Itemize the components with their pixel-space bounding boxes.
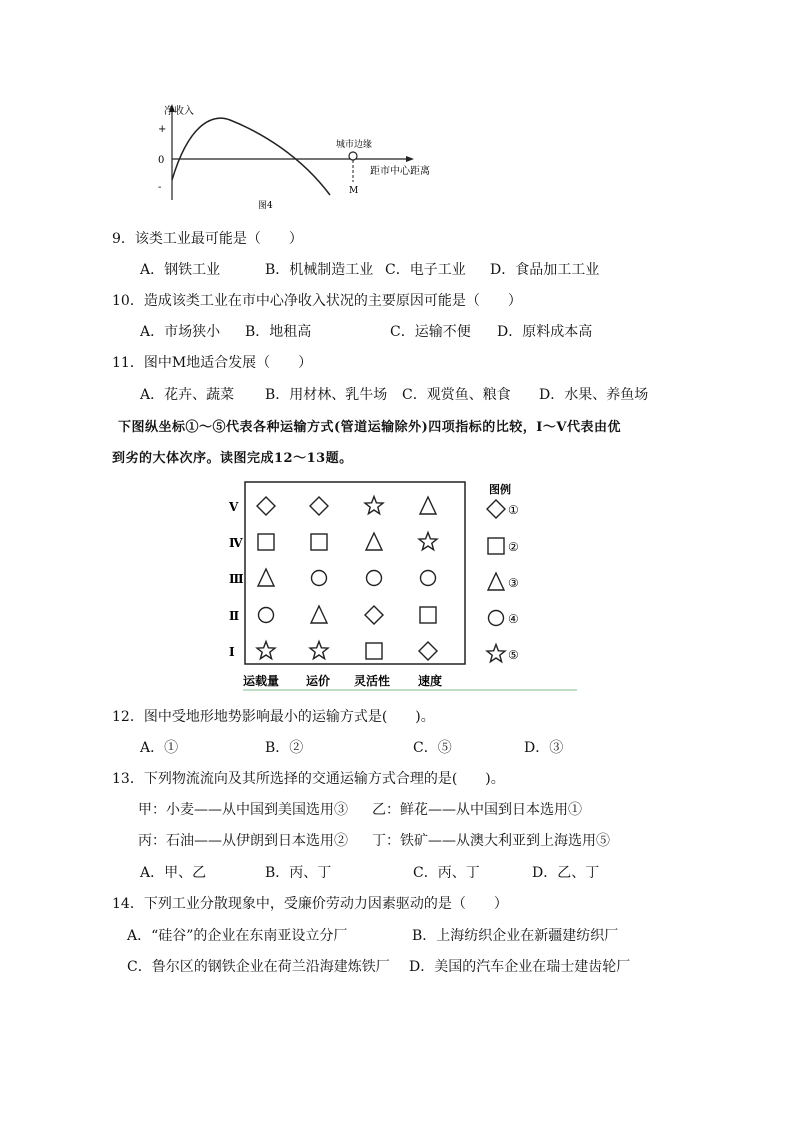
grid-cell-triangle-r2-c3	[366, 533, 382, 550]
legend-circle-icon	[489, 611, 504, 626]
transport-comparison-chart	[215, 476, 585, 694]
grid-cell-square-r5-c3	[366, 643, 382, 659]
q10-stem: 10．造成该类工业在市中心净收入状况的主要原因可能是（ ）	[112, 293, 522, 309]
q11-option-a[interactable]: A．花卉、蔬菜	[140, 387, 235, 403]
legend-title: 图例	[489, 483, 511, 496]
figure-caption: 图4	[258, 201, 273, 211]
grid-cell-square-r2-c2	[311, 534, 327, 550]
q14-option-a[interactable]: A．“硅谷”的企业在东南亚设立分厂	[127, 928, 348, 944]
row-label: Ⅲ	[229, 572, 244, 586]
legend-diamond-icon	[487, 500, 505, 518]
row-label: I	[229, 645, 235, 659]
grid-cell-square-r2-c1	[258, 534, 274, 550]
q13-item-jia: 甲：小麦——从中国到美国选用③	[138, 802, 348, 818]
column-label: 运载量	[243, 674, 280, 688]
legend-label: ②	[508, 540, 519, 554]
legend-triangle-icon	[488, 573, 504, 590]
q11-option-b[interactable]: B．用材林、乳牛场	[265, 387, 388, 403]
column-label: 运价	[306, 674, 331, 688]
row-label: V	[229, 500, 239, 514]
q13-item-bing: 丙：石油——从伊朗到日本选用②	[138, 833, 348, 849]
net-income-curve	[172, 118, 330, 195]
q13-stem: 13．下列物流流向及其所选择的交通运输方式合理的是( )。	[112, 771, 505, 787]
y-plus-label: +	[158, 124, 167, 135]
grid-cell-circle-r3-c4	[421, 571, 436, 586]
grid-cell-triangle-r4-c2	[311, 606, 327, 623]
row-label: Ⅱ	[229, 609, 240, 623]
column-label: 灵活性	[354, 674, 391, 688]
q13-option-d[interactable]: D．乙、丁	[532, 865, 600, 881]
q14-stem: 14．下列工业分散现象中，受廉价劳动力因素驱动的是（ ）	[112, 896, 508, 912]
grid-cell-square-r4-c4	[420, 607, 436, 623]
grid-cell-circle-r3-c3	[367, 571, 382, 586]
figure-4-net-income-chart	[150, 100, 490, 215]
q10-option-b[interactable]: B．地租高	[245, 324, 312, 340]
x-axis-arrow	[406, 156, 414, 162]
q13-option-b[interactable]: B．丙、丁	[265, 865, 332, 881]
city-edge-marker	[349, 152, 357, 160]
y-axis-label: 净收入	[164, 106, 194, 117]
m-label: M	[349, 186, 359, 196]
y-zero-label: 0	[158, 155, 165, 166]
grid-cell-star-r1-c3	[365, 497, 383, 514]
q9-stem: 9．该类工业最可能是（ ）	[112, 231, 303, 247]
q10-option-d[interactable]: D．原料成本高	[497, 324, 593, 340]
q14-option-c[interactable]: C．鲁尔区的钢铁企业在荷兰沿海建炼铁厂	[127, 959, 390, 975]
q10-option-c[interactable]: C．运输不便	[390, 324, 471, 340]
q13-item-yi: 乙：鲜花——从中国到日本选用①	[372, 802, 582, 818]
legend-square-icon	[488, 538, 504, 554]
grid-cell-diamond-r1-c2	[310, 497, 328, 515]
grid-cell-circle-r4-c1	[259, 608, 274, 623]
q13-item-ding: 丁：铁矿——从澳大利亚到上海选用⑤	[372, 833, 610, 849]
legend-label: ①	[508, 503, 519, 517]
q11-option-c[interactable]: C．观赏鱼、粮食	[402, 387, 511, 403]
q11-stem: 11．图中M地适合发展（ ）	[112, 355, 313, 371]
intro-line-2: 到劣的大体次序。读图完成12～13题。	[112, 451, 353, 466]
q11-option-d[interactable]: D．水果、养鱼场	[539, 387, 649, 403]
q9-option-d[interactable]: D．食品加工工业	[490, 262, 600, 278]
x-axis-label: 距市中心距离	[370, 166, 430, 177]
q12-option-a[interactable]: A．①	[140, 740, 179, 756]
grid-cell-triangle-r1-c4	[420, 497, 436, 514]
q9-option-a[interactable]: A．钢铁工业	[140, 262, 221, 278]
grid-cell-diamond-r1-c1	[257, 497, 275, 515]
q13-option-a[interactable]: A．甲、乙	[140, 865, 207, 881]
row-label: Ⅳ	[229, 536, 243, 550]
q12-stem: 12．图中受地形地势影响最小的运输方式是( )。	[112, 709, 435, 725]
q12-option-d[interactable]: D．③	[524, 740, 564, 756]
q10-option-a[interactable]: A．市场狭小	[140, 324, 221, 340]
city-edge-label: 城市边缘	[336, 140, 373, 150]
q14-option-d[interactable]: D．美国的汽车企业在瑞士建齿轮厂	[409, 959, 631, 975]
legend-star-icon	[487, 645, 505, 662]
legend-label: ③	[508, 576, 519, 590]
grid-cell-diamond-r4-c3	[365, 606, 383, 624]
grid-cell-diamond-r5-c4	[419, 642, 437, 660]
column-label: 速度	[418, 674, 443, 688]
legend-label: ④	[508, 612, 519, 626]
grid-cell-star-r5-c2	[310, 642, 328, 659]
q13-option-c[interactable]: C．丙、丁	[413, 865, 480, 881]
grid-cell-triangle-r3-c1	[258, 569, 274, 586]
grid-cell-circle-r3-c2	[312, 571, 327, 586]
q12-option-c[interactable]: C．⑤	[413, 740, 452, 756]
q9-option-c[interactable]: C．电子工业	[385, 262, 466, 278]
y-minus-label: -	[158, 182, 162, 193]
q9-option-b[interactable]: B．机械制造工业	[265, 262, 374, 278]
q14-option-b[interactable]: B．上海纺织企业在新疆建纺织厂	[412, 928, 619, 944]
grid-cell-star-r2-c4	[419, 533, 437, 550]
q12-option-b[interactable]: B．②	[265, 740, 304, 756]
intro-line-1: 下图纵坐标①～⑤代表各种运输方式(管道运输除外)四项指标的比较，Ⅰ～Ⅴ代表由优	[118, 420, 621, 435]
grid-cell-star-r5-c1	[257, 642, 275, 659]
legend-label: ⑤	[508, 648, 519, 662]
